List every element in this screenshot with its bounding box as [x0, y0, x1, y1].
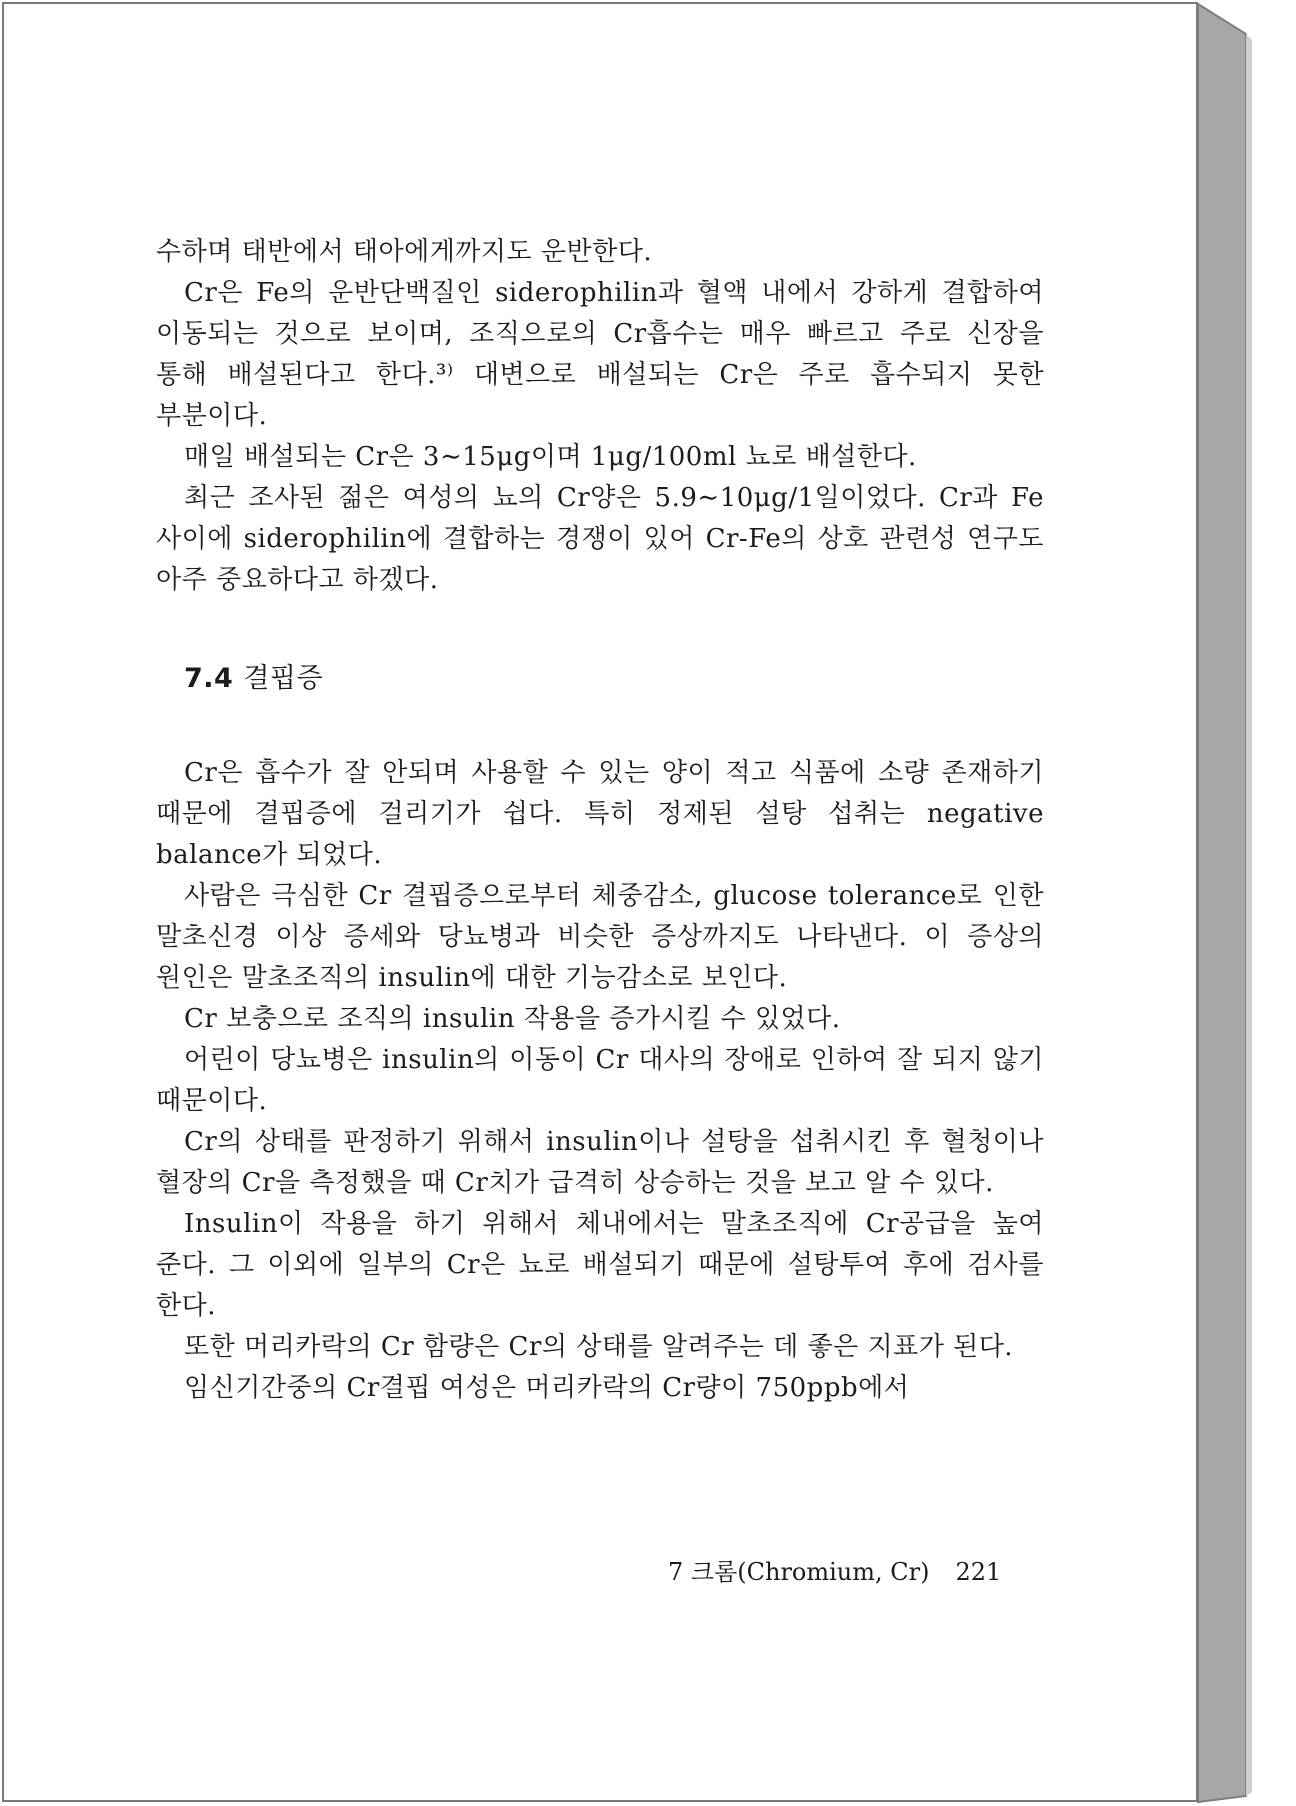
paragraph-group-bottom: [156, 753, 1044, 1409]
paragraph: 어린이 당뇨병은 insulin의 이동이 Cr 대사의 장애로 인하여 잘 되지 않기 때문이다.: [156, 1045, 1044, 1116]
paragraph: Cr 보충으로 조직의 insulin 작용을 증가시킬 수 있었다.: [184, 1004, 841, 1034]
running-head: 7 크롬(Chromium, Cr): [668, 1558, 930, 1586]
paragraph: Cr의 상태를 판정하기 위해서 insulin이나 설탕을 섭취시킨 후 혈청이나 혈장의 Cr을 측정했을 때 Cr치가 급격히 상승하는 것을 보고 알 수 있다.: [156, 1127, 1044, 1198]
page-footer: [668, 1552, 1001, 1587]
section-heading: [184, 659, 1044, 699]
paragraph: 임신기간중의 Cr결핍 여성은 머리카락의 Cr량이 750ppb에서: [184, 1373, 910, 1403]
paragraph: 사람은 극심한 Cr 결핍증으로부터 체중감소, glucose tolerance로 인한 말초신경 이상 증세와 당뇨병과 비슷한 증상까지도 나타낸다. 이 증상의 원인은 말초조직의 insulin에 대한 기능감소로 보인다.: [156, 881, 1044, 993]
paragraph: Insulin이 작용을 하기 위해서 체내에서는 말초조직에 Cr공급을 높여 준다. 그 이외에 일부의 Cr은 뇨로 배설되기 때문에 설탕투여 후에 검사를 한다.: [156, 1209, 1044, 1321]
section-title: 결핍증: [243, 663, 324, 694]
page-number: 221: [955, 1558, 1002, 1586]
paragraph: Cr은 Fe의 운반단백질인 siderophilin과 혈액 내에서 강하게 결합하여 이동되는 것으로 보이며, 조직으로의 Cr흡수는 매우 빠르고 주로 신장을 통해 배설된다고 한다.³⁾ 대변으로 배설되는 Cr은 주로 흡수되지 못한 부분이다.: [156, 278, 1044, 431]
paragraph: Cr은 흡수가 잘 안되며 사용할 수 있는 양이 적고 식품에 소량 존재하기 때문에 결핍증에 걸리기가 쉽다. 특히 정제된 설탕 섭취는 negative balance가 되었다.: [156, 758, 1044, 870]
section-number: 7.4: [184, 663, 234, 694]
paragraph: 매일 배설되는 Cr은 3∼15μg이며 1μg/100ml 뇨로 배설한다.: [184, 442, 917, 472]
paragraph: 또한 머리카락의 Cr 함량은 Cr의 상태를 알려주는 데 좋은 지표가 된다.: [184, 1332, 1014, 1362]
paragraph: 수하며 태반에서 태아에게까지도 운반한다.: [156, 237, 653, 267]
paragraph-group-top: [156, 232, 1044, 601]
paragraph: 최근 조사된 젊은 여성의 뇨의 Cr양은 5.9∼10μg/1일이었다. Cr과 Fe 사이에 siderophilin에 결합하는 경쟁이 있어 Cr-Fe의 상호 관련성 연구도 아주 중요하다고 하겠다.: [156, 483, 1044, 595]
body-text: [156, 232, 1044, 1409]
